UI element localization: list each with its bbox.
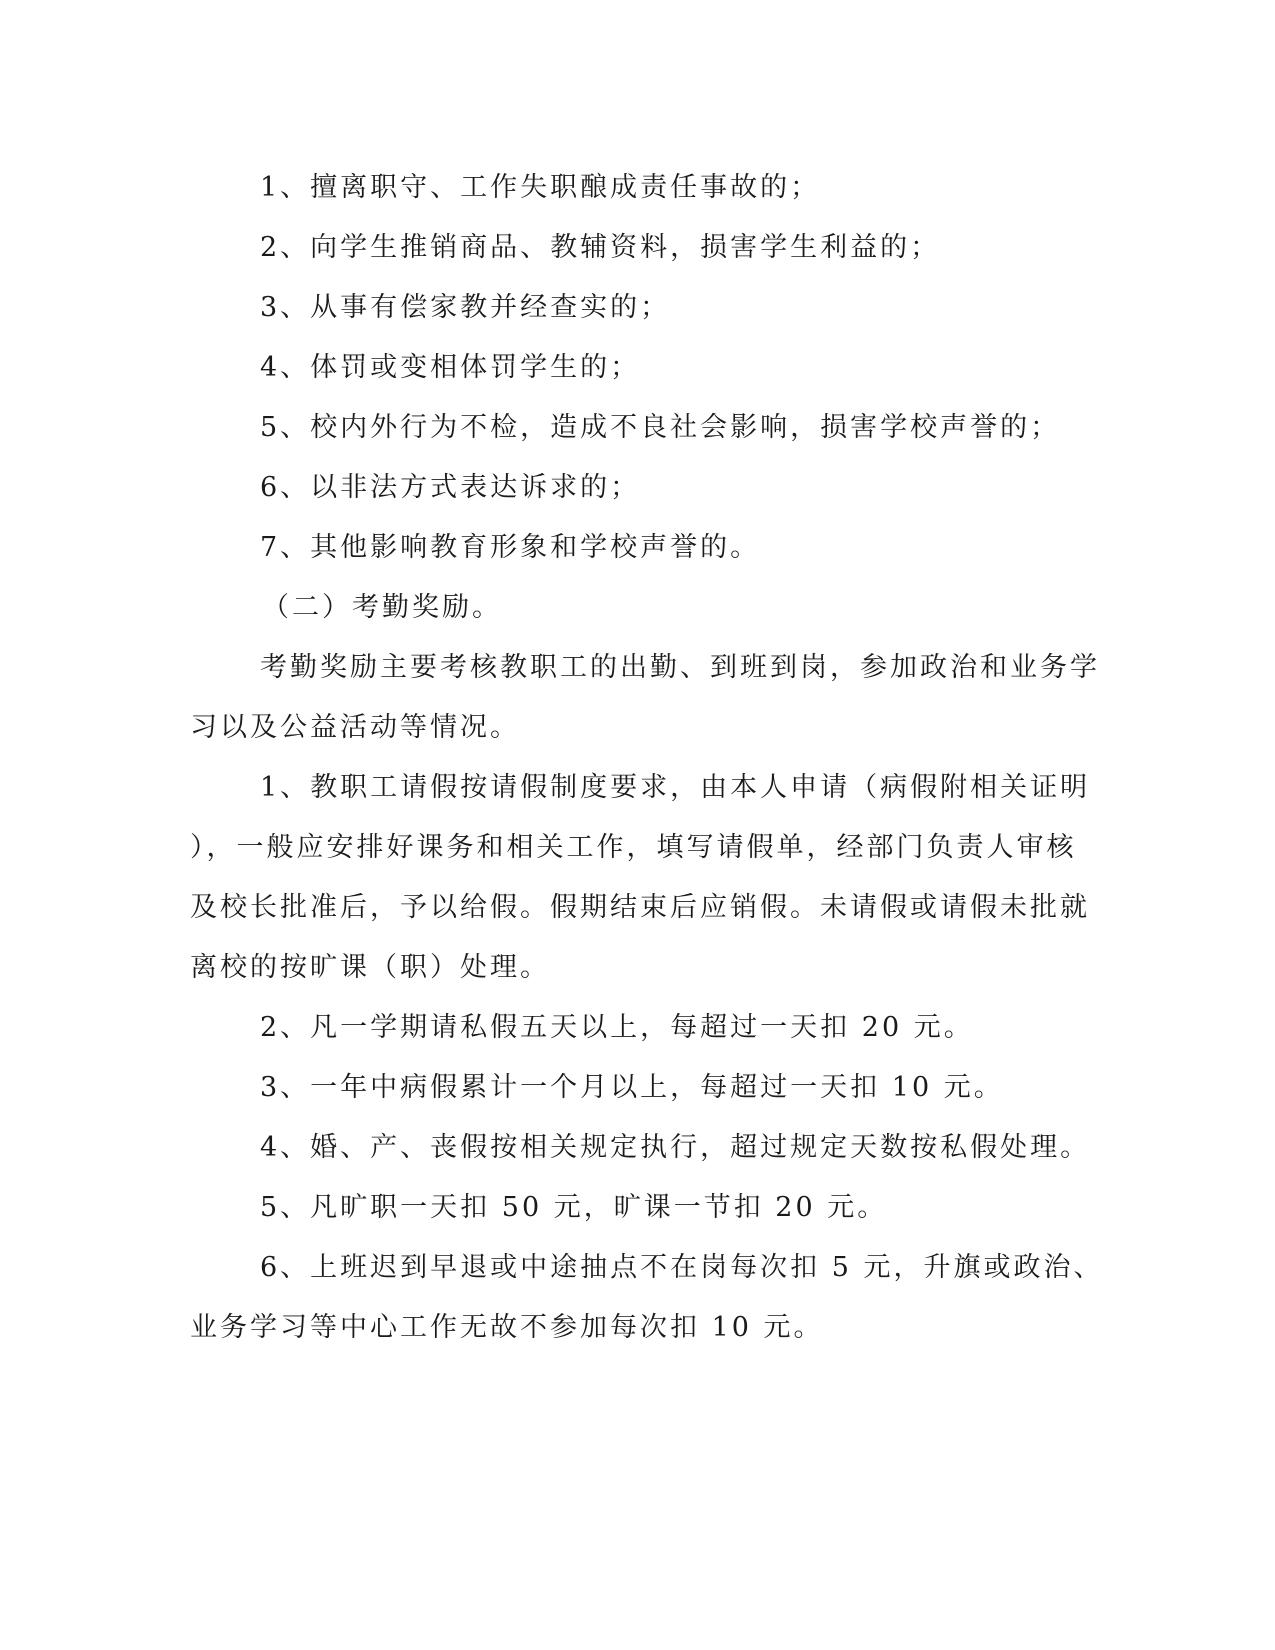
- list-item: 5、凡旷职一天扣 50 元，旷课一节扣 20 元。: [260, 1192, 888, 1223]
- document-body: [190, 158, 1104, 1358]
- paragraph-line: 及校长批准后，予以给假。假期结束后应销假。未请假或请假未批就: [190, 892, 1090, 923]
- list-item: 3、从事有偿家教并经查实的；: [260, 292, 671, 323]
- paragraph-line: 业务学习等中心工作无故不参加每次扣 10 元。: [190, 1312, 824, 1343]
- list-item: 1、擅离职守、工作失职酿成责任事故的；: [260, 172, 821, 203]
- list-item: 6、上班迟到早退或中途抽点不在岗每次扣 5 元，升旗或政治、: [260, 1252, 1104, 1283]
- list-item: 2、凡一学期请私假五天以上，每超过一天扣 20 元。: [260, 1012, 974, 1043]
- paragraph-line: ），一般应安排好课务和相关工作，填写请假单，经部门负责人审核: [190, 832, 1077, 863]
- list-item: 6、以非法方式表达诉求的；: [260, 472, 641, 503]
- list-item: 3、一年中病假累计一个月以上，每超过一天扣 10 元。: [260, 1072, 1004, 1103]
- paragraph-line: 离校的按旷课（职）处理。: [190, 952, 550, 983]
- list-item: 1、教职工请假按请假制度要求，由本人申请（病假附相关证明: [260, 772, 1091, 803]
- paragraph-line: 考勤奖励主要考核教职工的出勤、到班到岗，参加政治和业务学: [260, 652, 1100, 683]
- list-item: 2、向学生推销商品、教辅资料，损害学生利益的；: [260, 232, 941, 263]
- list-item: 7、其他影响教育形象和学校声誉的。: [260, 532, 761, 563]
- list-item: 5、校内外行为不检，造成不良社会影响，损害学校声誉的；: [260, 412, 1061, 443]
- paragraph-line: 习以及公益活动等情况。: [190, 712, 520, 743]
- list-item: 4、婚、产、丧假按相关规定执行，超过规定天数按私假处理。: [260, 1132, 1091, 1163]
- list-item: 4、体罚或变相体罚学生的；: [260, 352, 641, 383]
- section-heading: （二）考勤奖励。: [262, 592, 502, 623]
